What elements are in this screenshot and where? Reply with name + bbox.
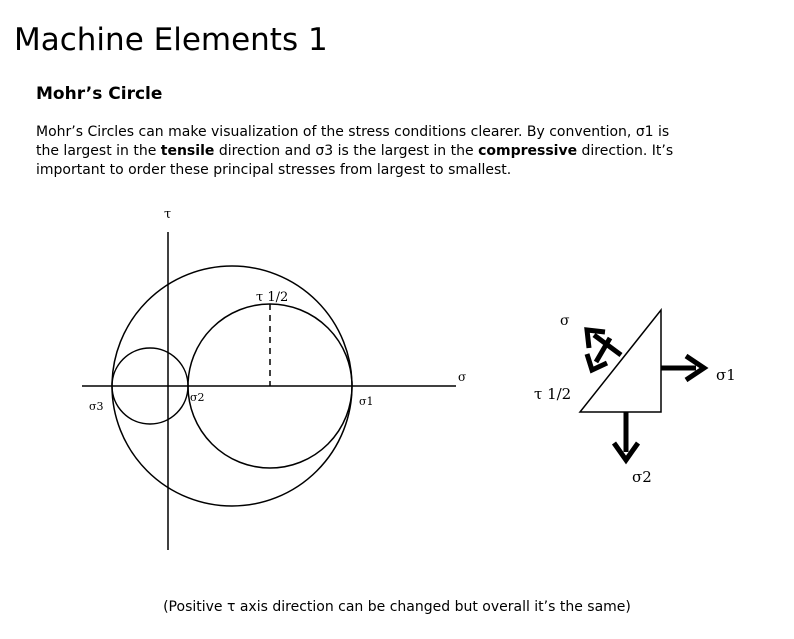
- section-heading: Mohr’s Circle: [36, 84, 163, 104]
- paragraph-text: direction. It’s: [577, 143, 674, 159]
- page-title: Machine Elements 1: [14, 22, 328, 58]
- stress-element-diagram: [580, 310, 704, 460]
- sigma-axis-label: σ: [458, 370, 467, 384]
- element-sigma1-label: σ1: [716, 366, 736, 384]
- element-sigma-label: σ: [560, 313, 570, 329]
- element-tau-half-label: τ 1/2: [534, 385, 572, 403]
- mohr-circle-diagram: [82, 232, 456, 550]
- paragraph-text: direction and σ3 is the largest in the: [214, 143, 479, 159]
- sigma1-label: σ1: [359, 395, 374, 408]
- footnote: (Positive τ axis direction can be changed but overall it’s the same): [163, 599, 631, 615]
- element-sigma2-label: σ2: [632, 468, 652, 486]
- triangle-element: [580, 310, 661, 412]
- sigma1-arrow: [661, 356, 704, 380]
- sigma2-arrow: [614, 412, 638, 460]
- tau-half-label: τ 1/2: [256, 290, 289, 305]
- compressive-emphasis: compressive: [478, 143, 578, 159]
- paragraph-line-3: important to order these principal stresses from largest to smallest.: [36, 162, 512, 178]
- sigma2-label: σ2: [190, 391, 205, 404]
- sigma3-label: σ3: [89, 400, 104, 413]
- paragraph-text: the largest in the: [36, 143, 161, 159]
- paragraph-line-1: Mohr’s Circles can make visualization of the stress conditions clearer. By convention, σ1 is: [36, 124, 670, 140]
- tau-axis-label: τ: [164, 207, 172, 222]
- tensile-emphasis: tensile: [160, 143, 215, 159]
